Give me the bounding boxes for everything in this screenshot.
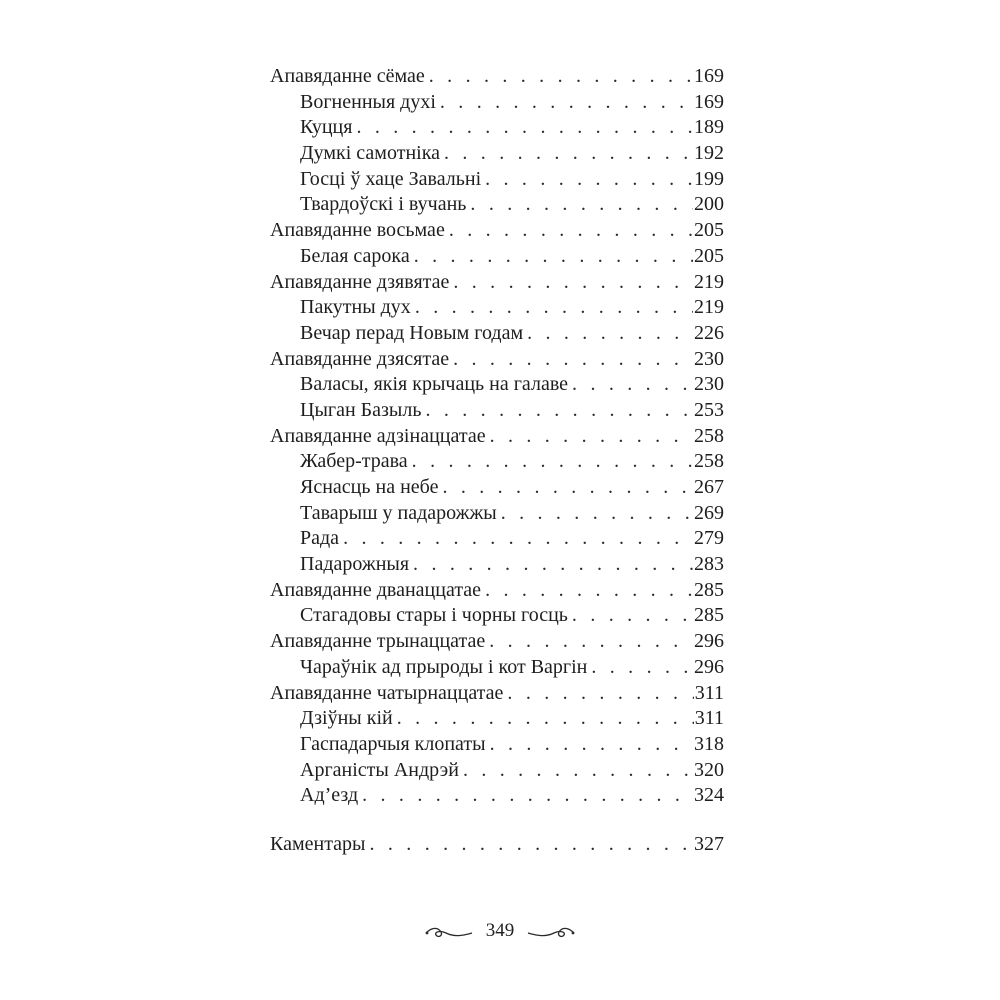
toc-entry-title: Апавяданне дзявятае xyxy=(270,270,450,293)
toc-entry-page: 169 xyxy=(694,90,724,113)
dot-leader xyxy=(393,706,694,732)
toc-entry[interactable] xyxy=(270,449,724,475)
dot-leader xyxy=(459,758,693,784)
toc-entry-page: 296 xyxy=(694,655,724,678)
toc-entry-page: 311 xyxy=(694,707,724,730)
toc-entry[interactable] xyxy=(270,629,724,655)
toc-entry-page: 199 xyxy=(694,167,724,190)
toc-entry[interactable] xyxy=(270,526,724,552)
toc-entry-title: Апавяданне трынаццатае xyxy=(270,630,486,653)
toc-entry-title: Валасы, якія крычаць на галаве xyxy=(300,373,569,396)
dot-leader xyxy=(410,244,693,270)
toc-entry[interactable] xyxy=(270,758,724,784)
toc-entry-page: 192 xyxy=(694,142,724,165)
toc-entry-page: 324 xyxy=(694,784,724,807)
toc-entry-title: Арганісты Андрэй xyxy=(300,758,459,781)
toc-entry-title: Рада xyxy=(300,527,340,550)
toc-entry-page: 267 xyxy=(694,476,724,498)
dot-leader xyxy=(481,167,693,193)
dot-leader xyxy=(481,578,693,604)
toc-entry-title: Куцця xyxy=(300,116,353,139)
dot-leader xyxy=(523,321,693,347)
toc-entry[interactable] xyxy=(270,732,724,758)
toc-entry[interactable] xyxy=(270,501,724,527)
dot-leader xyxy=(411,295,693,321)
toc-entry-title: Яснасць на небе xyxy=(300,476,439,498)
toc-entry-title: Думкі самотніка xyxy=(300,142,440,165)
toc-entry[interactable] xyxy=(270,218,724,244)
toc-entry[interactable] xyxy=(270,706,724,732)
toc-entry-page: 258 xyxy=(694,424,724,447)
dot-leader xyxy=(497,501,693,527)
flourish-left-icon xyxy=(424,924,474,938)
toc-entry-page: 258 xyxy=(694,450,724,473)
toc-entry-page: 219 xyxy=(694,296,724,319)
toc-entry-page: 320 xyxy=(694,758,724,781)
toc-entry-title: Вечар перад Новым годам xyxy=(300,321,524,344)
toc-entry-page: 169 xyxy=(694,65,724,87)
toc-entry-page: 226 xyxy=(694,321,724,344)
toc-entry[interactable] xyxy=(270,398,724,424)
toc-entry-title: Жабер-трава xyxy=(300,450,408,473)
dot-leader xyxy=(421,398,693,424)
dot-leader xyxy=(449,270,693,296)
toc-entry-page: 285 xyxy=(694,578,724,601)
toc-entry[interactable] xyxy=(270,347,724,373)
dot-leader xyxy=(440,141,693,167)
dot-leader xyxy=(339,526,693,552)
toc-entry-title: Падарожныя xyxy=(300,553,410,576)
toc-entry-title: Апавяданне восьмае xyxy=(270,219,445,242)
toc-entry-page: 279 xyxy=(694,527,724,550)
toc-entry[interactable] xyxy=(270,192,724,218)
page-number: 349 xyxy=(485,920,515,941)
dot-leader xyxy=(408,449,693,475)
toc-entry-page: 311 xyxy=(694,681,724,704)
table-of-contents xyxy=(270,64,724,858)
toc-entry-title: Вогненныя духі xyxy=(300,90,436,113)
toc-entry-page: 285 xyxy=(694,604,724,627)
toc-entry-title: Цыган Базыль xyxy=(300,398,422,421)
toc-entry[interactable] xyxy=(270,244,724,270)
toc-entry[interactable] xyxy=(270,321,724,347)
toc-entry-title: Апавяданне сёмае xyxy=(270,65,425,87)
toc-entry-title: Белая сарока xyxy=(300,244,410,267)
toc-entry-title: Таварыш у падарожжы xyxy=(300,501,497,524)
toc-entry-title: Ад’езд xyxy=(300,784,359,807)
dot-leader xyxy=(503,681,693,707)
toc-entry[interactable] xyxy=(270,578,724,604)
toc-entry[interactable] xyxy=(270,141,724,167)
dot-leader xyxy=(409,552,693,578)
toc-entry-page: 200 xyxy=(694,193,724,216)
toc-entry-page: 189 xyxy=(694,116,724,139)
toc-entry-title: Госці ў хаце Завальні xyxy=(300,167,482,190)
toc-entry-page: 230 xyxy=(694,373,724,396)
toc-entry-page: 283 xyxy=(694,553,724,576)
dot-leader xyxy=(358,783,693,809)
toc-entry[interactable] xyxy=(270,655,724,681)
toc-entry-page: 318 xyxy=(694,732,724,755)
toc-entry[interactable] xyxy=(270,167,724,193)
dot-leader xyxy=(436,90,693,116)
dot-leader xyxy=(466,192,693,218)
dot-leader xyxy=(438,475,693,501)
toc-entry-title: Твардоўскі і вучань xyxy=(300,193,467,216)
toc-entry[interactable] xyxy=(270,64,724,90)
toc-entry-page: 253 xyxy=(694,398,724,421)
toc-entry-title: Стагадовы стары і чорны госць xyxy=(300,604,568,627)
toc-entry-title: Каментары xyxy=(270,832,366,855)
toc-entry-title: Гаспадарчыя клопаты xyxy=(300,732,486,755)
toc-entry-page: 219 xyxy=(694,270,724,293)
toc-entry[interactable] xyxy=(270,603,724,629)
toc-entry[interactable] xyxy=(270,681,724,707)
toc-entry-title: Апавяданне дзясятае xyxy=(270,347,450,370)
dot-leader xyxy=(485,629,693,655)
toc-entry[interactable] xyxy=(270,832,724,858)
toc-entry[interactable] xyxy=(270,424,724,450)
toc-entry[interactable] xyxy=(270,295,724,321)
toc-entry[interactable] xyxy=(270,270,724,296)
toc-entry[interactable] xyxy=(270,90,724,116)
toc-entry[interactable] xyxy=(270,552,724,578)
dot-leader xyxy=(587,655,693,681)
dot-leader xyxy=(366,832,694,858)
toc-entry[interactable] xyxy=(270,372,724,398)
toc-entry[interactable] xyxy=(270,475,724,501)
toc-entry-page: 296 xyxy=(694,630,724,653)
dot-leader xyxy=(568,603,693,629)
toc-entry-title: Апавяданне чатырнаццатае xyxy=(270,681,504,704)
toc-entry-title: Апавяданне адзінаццатае xyxy=(270,424,486,447)
dot-leader xyxy=(449,347,693,373)
dot-leader xyxy=(445,218,693,244)
toc-entry[interactable] xyxy=(270,115,724,141)
dot-leader xyxy=(568,372,693,398)
dot-leader xyxy=(352,115,693,141)
toc-entry-title: Апавяданне дванаццатае xyxy=(270,578,482,601)
dot-leader xyxy=(425,64,693,90)
toc-entry-page: 205 xyxy=(694,219,724,242)
dot-leader xyxy=(486,732,693,758)
toc-entry-title: Пакутны дух xyxy=(300,296,411,319)
toc-entry-page: 269 xyxy=(694,501,724,524)
toc-entry-title: Дзіўны кій xyxy=(300,707,393,730)
toc-entry[interactable] xyxy=(270,783,724,809)
toc-entry-page: 327 xyxy=(694,832,724,855)
toc-entry-title: Чараўнік ад прыроды і кот Варгін xyxy=(300,655,588,678)
toc-entry-page: 205 xyxy=(694,244,724,267)
toc-entry-page: 230 xyxy=(694,347,724,370)
flourish-right-icon xyxy=(526,924,576,938)
dot-leader xyxy=(486,424,693,450)
page-folio xyxy=(0,920,1000,942)
